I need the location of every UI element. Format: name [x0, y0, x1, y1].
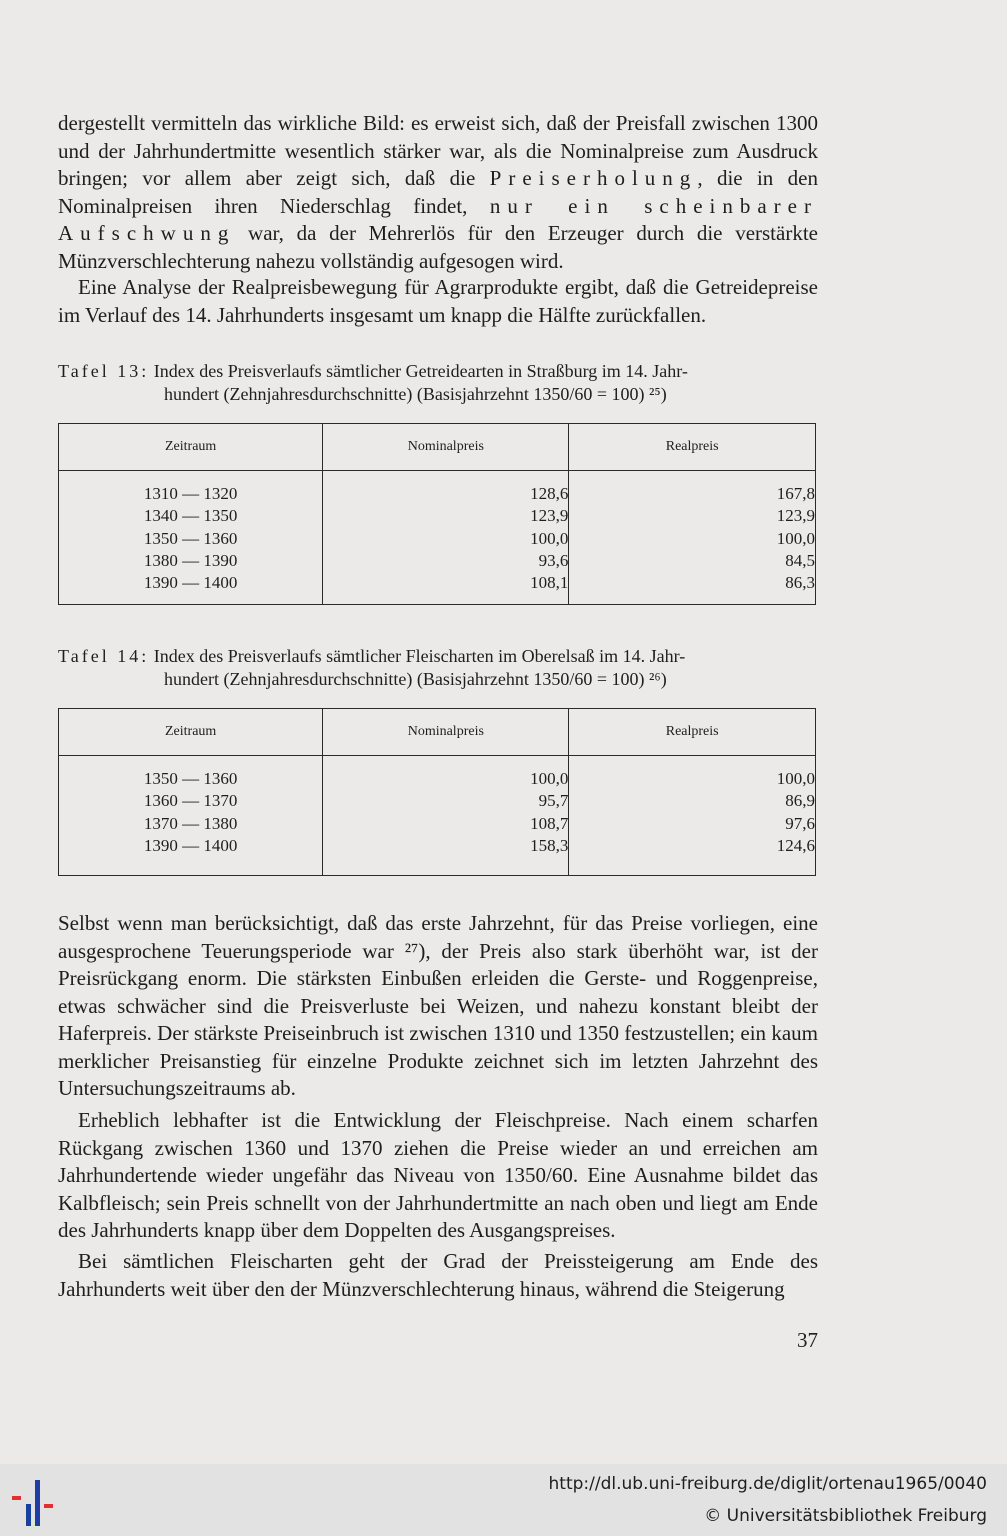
table-cell: 1390 — 1400 — [143, 573, 238, 593]
table-cell: 124,6 — [776, 835, 815, 855]
viewer-footer — [0, 1464, 1007, 1536]
paragraph-2: Eine Analyse der Realpreisbewegung für Agrarprodukte ergibt, daß die Getreidepreise im Verlauf des 14. Jahrhunderts insgesamt um knapp die Hälfte zurückfallen. — [58, 275, 818, 327]
permalink-url[interactable]: http://dl.ub.uni-freiburg.de/diglit/ortenau1965/0040 — [548, 1474, 987, 1494]
emphasis-preiserholung: Preiserholung — [489, 166, 698, 190]
table-cell: 1350 — 1360 — [143, 528, 238, 548]
table-cell: 1360 — 1370 — [143, 791, 238, 811]
tafel-14-caption: Tafel 14: Index des Preisverlaufs sämtlicher Fleischarten im Oberelsaß im 14. Jahr- hundert (Zehnjahresdurchschnitte) (Basisjahrzehnt 1350/60 = 100) ²⁶) — [58, 646, 686, 689]
zeitraum-column — [59, 756, 323, 876]
header-zeitraum: Zeitraum — [59, 709, 323, 756]
table-cell: 1390 — 1400 — [143, 835, 238, 855]
realpreis-column — [569, 756, 816, 876]
tafel-13-caption: Tafel 13: Index des Preisverlaufs sämtlicher Getreidearten in Straßburg im 14. Jahr- hundert (Zehnjahresdurchschnitte) (Basisjahrzehnt 1350/60 = 100) ²⁵) — [58, 361, 688, 404]
header-nominalpreis: Nominalpreis — [323, 709, 569, 756]
table-cell: 167,8 — [776, 484, 815, 503]
table-cell: 100,0 — [530, 528, 569, 548]
table-cell: 95,7 — [538, 791, 569, 811]
tafel-14-table — [58, 708, 816, 876]
table-cell: 158,3 — [530, 835, 569, 855]
page-number: 37 — [797, 1328, 818, 1352]
table-cell: 128,6 — [530, 484, 569, 503]
table-cell: 1370 — 1380 — [143, 813, 238, 833]
ub-freiburg-logo-icon — [10, 1474, 66, 1530]
table-cell: 100,0 — [530, 769, 569, 788]
paragraph-4: Erheblich lebhafter ist die Entwicklung der Fleischpreise. Nach einem scharfen Rückgang zwischen 1360 und 1370 ziehen die Preise wieder an und erreichen am Jahrhundertende wieder ungefähr das Niveau von 1350/60. Eine Ausnahme bildet das Kalbfleisch; sein Preis schnellt von der Jahrhundertmitte an nach oben und liegt am Ende des Jahrhunderts knapp über dem Doppelten des Ausgangspreises. — [58, 1108, 818, 1242]
table-cell: 84,5 — [785, 550, 815, 570]
table-cell: 1310 — 1320 — [143, 484, 238, 503]
table-cell: 100,0 — [776, 528, 815, 548]
table-cell: 86,3 — [785, 573, 815, 593]
table-header-row — [59, 709, 816, 756]
table-cell: 123,9 — [776, 506, 815, 526]
tafel-13-label: Tafel 13: — [58, 361, 150, 381]
table-cell: 108,1 — [530, 573, 569, 593]
header-zeitraum: Zeitraum — [59, 424, 323, 471]
table-cell: 1380 — 1390 — [143, 550, 238, 570]
table-header-row — [59, 424, 816, 471]
table-body-row — [59, 471, 816, 605]
header-realpreis: Realpreis — [569, 424, 816, 471]
table-cell: 1350 — 1360 — [143, 769, 238, 788]
emphasis-scheinbarer-aufschwung: nur ein scheinbarer Aufschwung — [58, 193, 818, 245]
table-cell: 100,0 — [776, 769, 815, 788]
nominalpreis-column — [323, 471, 569, 605]
header-nominalpreis: Nominalpreis — [323, 424, 569, 471]
table-cell: 123,9 — [530, 506, 569, 526]
paragraph-1: dergestellt vermitteln das wirkliche Bild: es erweist sich, daß der Preisfall zwischen 1300 und der Jahrhundertmitte wesentlich stärker war, als die Nominalpreise zum Ausdruck bringen; vor allem aber zeigt sich, daß die Preiserholung, die in den Nominalpreisen ihren Niederschlag findet, nur ein scheinbarer Aufschwung war, da der Mehrerlös für den Erzeuger durch die verstärkte Münzverschlechterung nahezu vollständig aufgesogen wird. — [58, 111, 819, 273]
table-cell: 86,9 — [785, 791, 815, 811]
realpreis-column — [569, 471, 816, 605]
table-cell: 93,6 — [538, 550, 569, 570]
paragraph-5: Bei sämtlichen Fleischarten geht der Grad der Preissteigerung am Ende des Jahrhunderts weit über den der Münzverschlechterung hinaus, während die Steigerung — [58, 1249, 818, 1301]
copyright-notice: © Universitätsbibliothek Freiburg — [704, 1506, 987, 1526]
paragraph-3: Selbst wenn man berücksichtigt, daß das erste Jahrzehnt, für das Preise vorliegen, eine ausgesprochene Teuerungsperiode war ²⁷), der Preis also stark überhöht war, ist der Preisrückgang enorm. Die stärksten Einbußen erleiden die Gerste- und Roggenpreise, etwas schwächer sind die Preisverluste bei Weizen, und nahezu konstant bleibt der Haferpreis. Der stärkste Preiseinbruch ist zwischen 1310 und 1350 festzustellen; ein kaum merklicher Preisanstieg für einzelne Produkte zeichnet sich im letzten Jahrzehnt des Untersuchungszeitraums ab. — [58, 911, 818, 1100]
header-realpreis: Realpreis — [569, 709, 816, 756]
table-body-row — [59, 756, 816, 876]
tafel-13-table — [58, 423, 816, 605]
tafel-14-label: Tafel 14: — [58, 646, 150, 666]
zeitraum-column — [59, 471, 323, 605]
table-cell: 108,7 — [530, 813, 569, 833]
nominalpreis-column — [323, 756, 569, 876]
table-cell: 97,6 — [785, 813, 815, 833]
table-cell: 1340 — 1350 — [143, 506, 238, 526]
